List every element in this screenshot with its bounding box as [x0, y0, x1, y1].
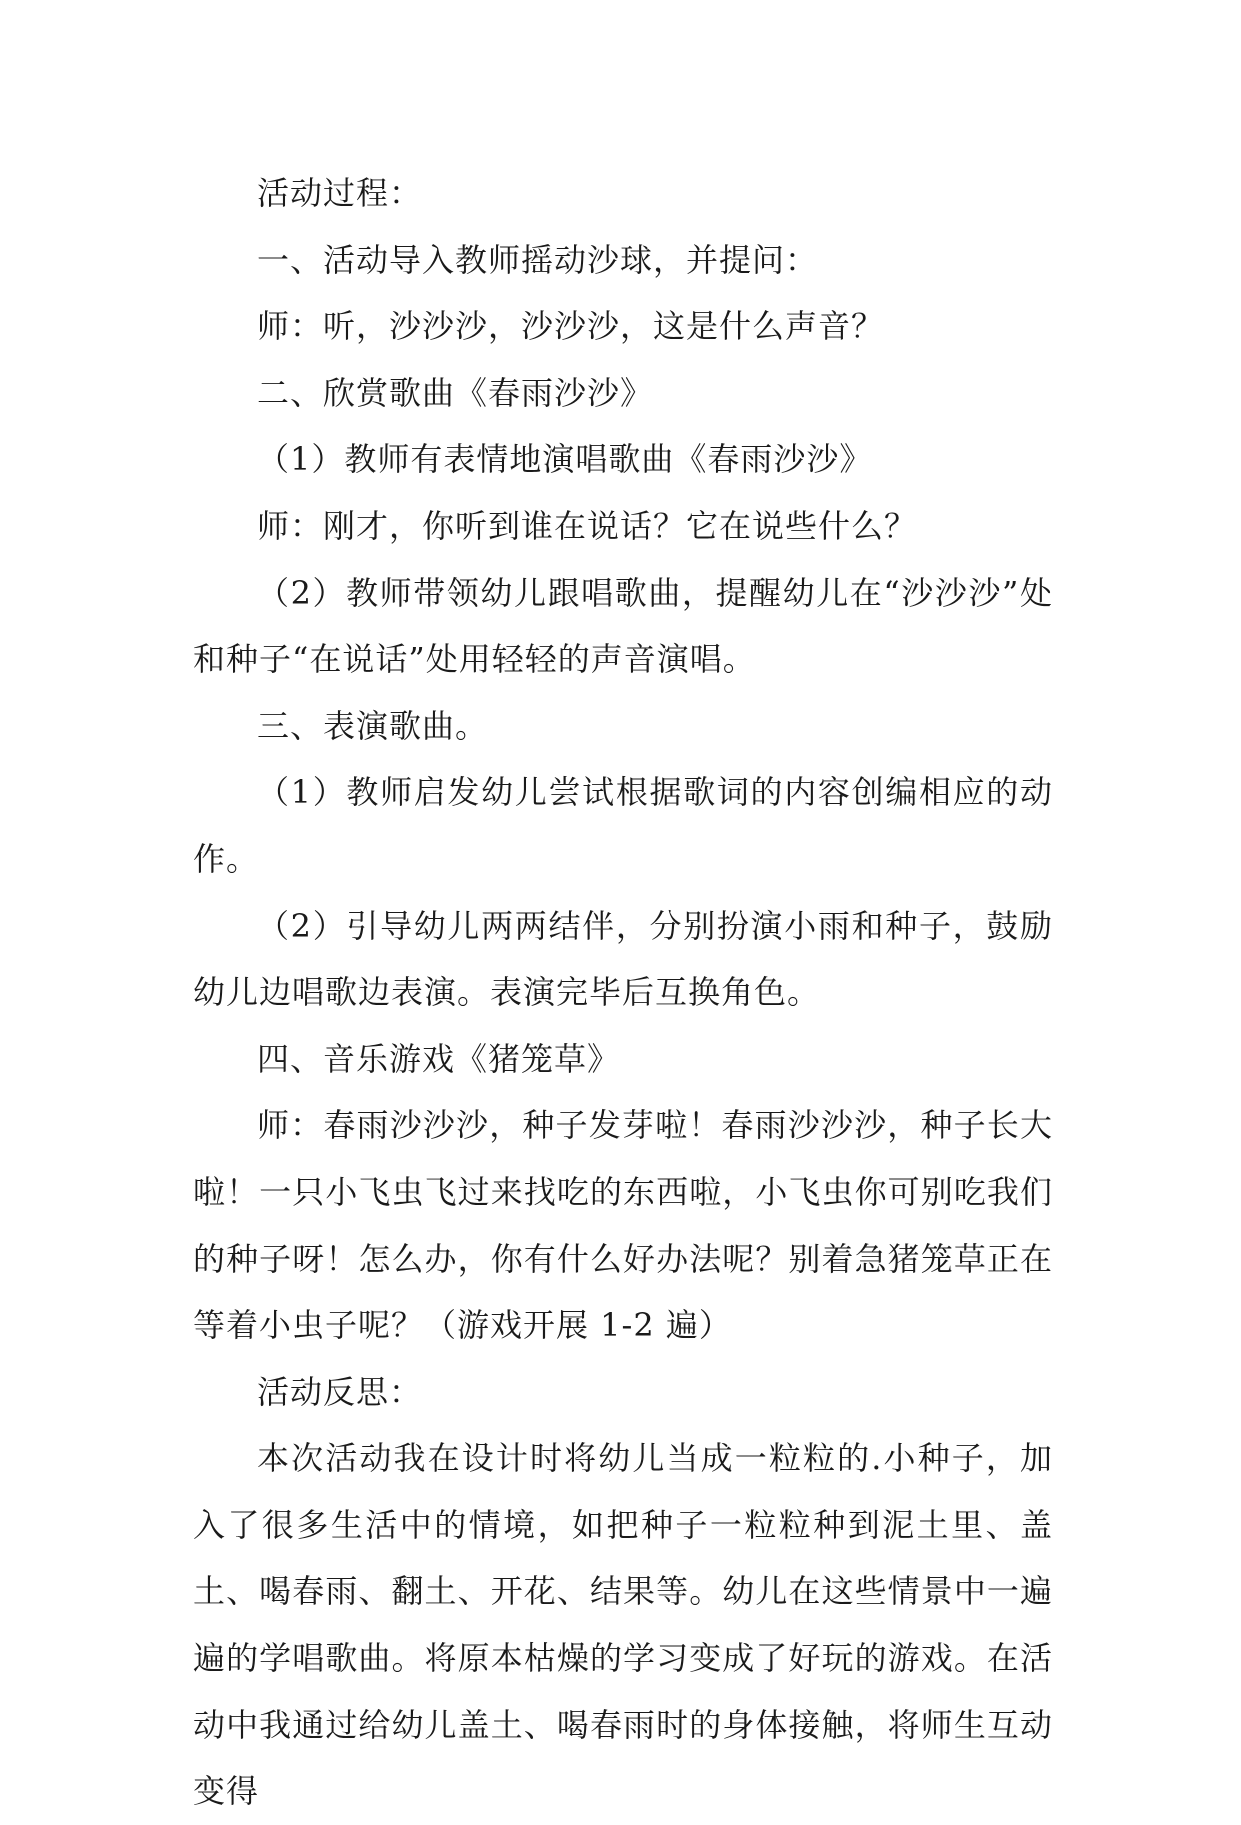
document-body	[193, 160, 1053, 1825]
paragraph-step-1: （1）教师有表情地演唱歌曲《春雨沙沙》	[257, 440, 873, 479]
paragraph-perform-song: 三、表演歌曲。	[257, 706, 489, 745]
paragraph-step-2: （2）教师带领幼儿跟唱歌曲，提醒幼儿在“沙沙沙”处和种子“在说话”处用轻轻的声音演唱。	[193, 573, 1053, 679]
paragraph-intro: 一、活动导入教师摇动沙球，并提问：	[257, 240, 819, 279]
paragraph-perform-step-1: （1）教师启发幼儿尝试根据歌词的内容创编相应的动作。	[193, 773, 1053, 878]
paragraph-appreciate-song: 二、欣赏歌曲《春雨沙沙》	[257, 373, 654, 412]
paragraph-game-dialogue: 师：春雨沙沙沙，种子发芽啦！春雨沙沙沙，种子长大啦！一只小飞虫飞过来找吃的东西啦，小飞虫你可别吃我们的种子呀！怎么办，你有什么好办法呢？别着急猪笼草正在等着小虫子呢？（游戏开展 1-2 遍）	[193, 1106, 1053, 1345]
paragraph-perform-step-2: （2）引导幼儿两两结伴，分别扮演小雨和种子，鼓励幼儿边唱歌边表演。表演完毕后互换角色。	[193, 906, 1053, 1012]
section-heading-process: 活动过程：	[257, 174, 423, 212]
paragraph-teacher-ask: 师：刚才，你听到谁在说话？它在说些什么？	[257, 506, 918, 545]
section-heading-reflection: 活动反思：	[257, 1372, 423, 1411]
paragraph-teacher-question: 师：听，沙沙沙，沙沙沙，这是什么声音？	[257, 307, 885, 346]
paragraph-reflection: 本次活动我在设计时将幼儿当成一粒粒的.小种子，加入了很多生活中的情境，如把种子一粒粒种到泥土里、盖土、喝春雨、翻土、开花、结果等。幼儿在这些情景中一遍遍的学唱歌曲。将原本枯燥的学习变成了好玩的游戏。在活动中我通过给幼儿盖土、喝春雨时的身体接触，将师生互动变得	[193, 1439, 1053, 1811]
paragraph-music-game: 四、音乐游戏《猪笼草》	[257, 1039, 621, 1078]
